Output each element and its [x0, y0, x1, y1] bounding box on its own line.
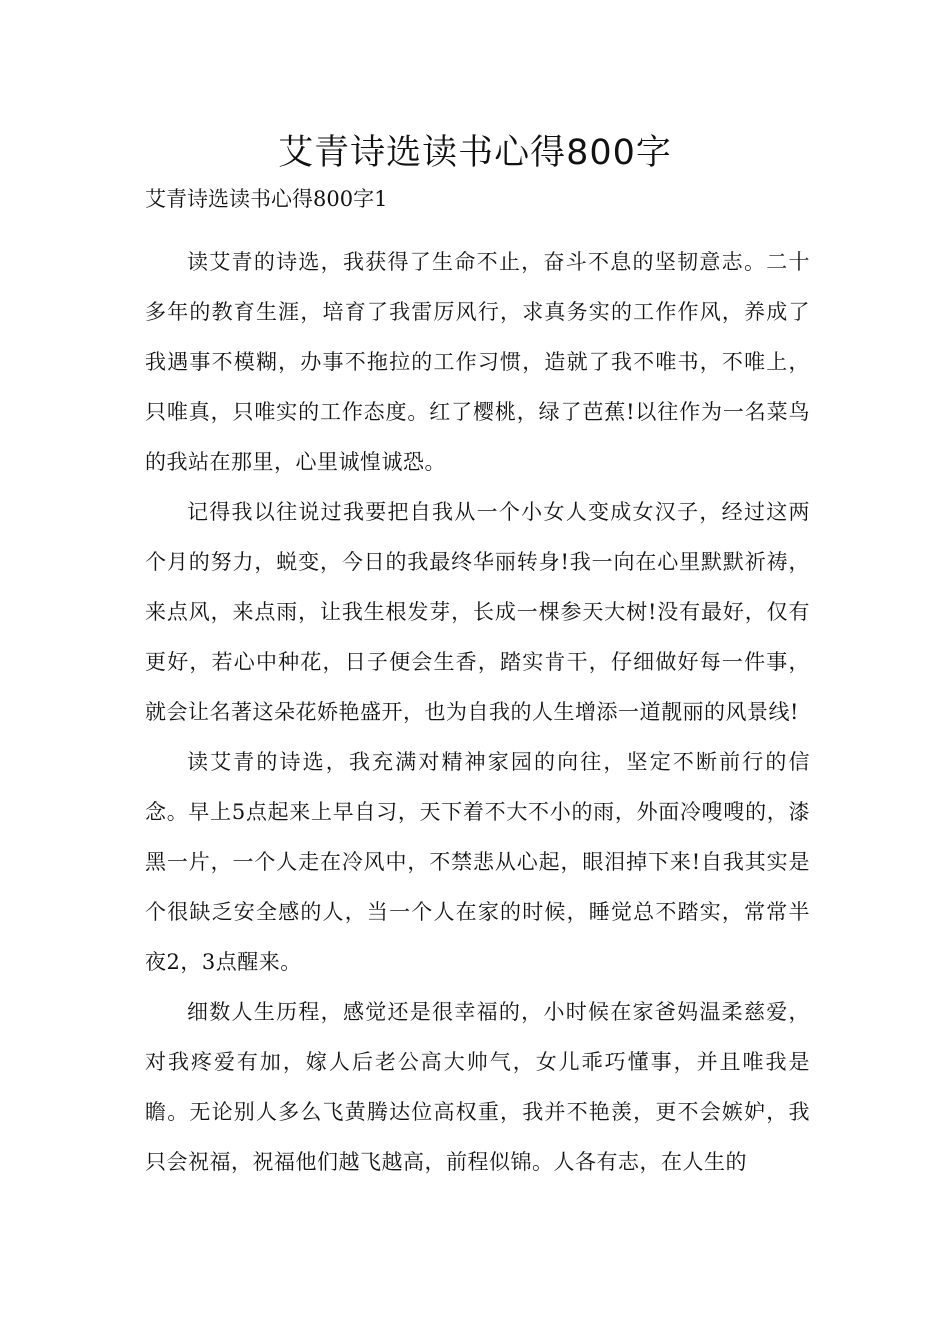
paragraph-2: 记得我以往说过我要把自我从一个小女人变成女汉子，经过这两个月的努力，蜕变，今日的我最终华丽转身!我一向在心里默默祈祷，来点风，来点雨，让我生根发芽，长成一棵参天大树!没有最好，仅有更好，若心中种花，日子便会生香，踏实肯干，仔细做好每一件事，就会让名著这朵花娇艳盛开，也为自我的人生增添一道靓丽的风景线! — [145, 500, 810, 724]
document-subtitle: 艾青诗选读书心得800字1 — [145, 187, 388, 211]
paragraph-1: 读艾青的诗选，我获得了生命不止，奋斗不息的坚韧意志。二十多年的教育生涯，培育了我雷厉风行，求真务实的工作作风，养成了我遇事不模糊，办事不拖拉的工作习惯，造就了我不唯书，不唯上，只唯真，只唯实的工作态度。红了樱桃，绿了芭蕉!以往作为一名菜鸟的我站在那里，心里诚惶诚恐。 — [145, 250, 810, 474]
document-title: 艾青诗选读书心得800字 — [278, 133, 672, 173]
document-body — [145, 237, 810, 1187]
paragraph-3: 读艾青的诗选，我充满对精神家园的向往，坚定不断前行的信念。早上5点起来上早自习，天下着不大不小的雨，外面冷嗖嗖的，漆黑一片，一个人走在冷风中，不禁悲从心起，眼泪掉下来!自我其实是个很缺乏安全感的人，当一个人在家的时候，睡觉总不踏实，常常半夜2，3点醒来。 — [145, 750, 810, 974]
paragraph-4: 细数人生历程，感觉还是很幸福的，小时候在家爸妈温柔慈爱，对我疼爱有加，嫁人后老公高大帅气，女儿乖巧懂事，并且唯我是瞻。无论别人多么飞黄腾达位高权重，我并不艳羡，更不会嫉妒，我只会祝福，祝福他们越飞越高，前程似锦。人各有志，在人生的 — [145, 1000, 810, 1174]
